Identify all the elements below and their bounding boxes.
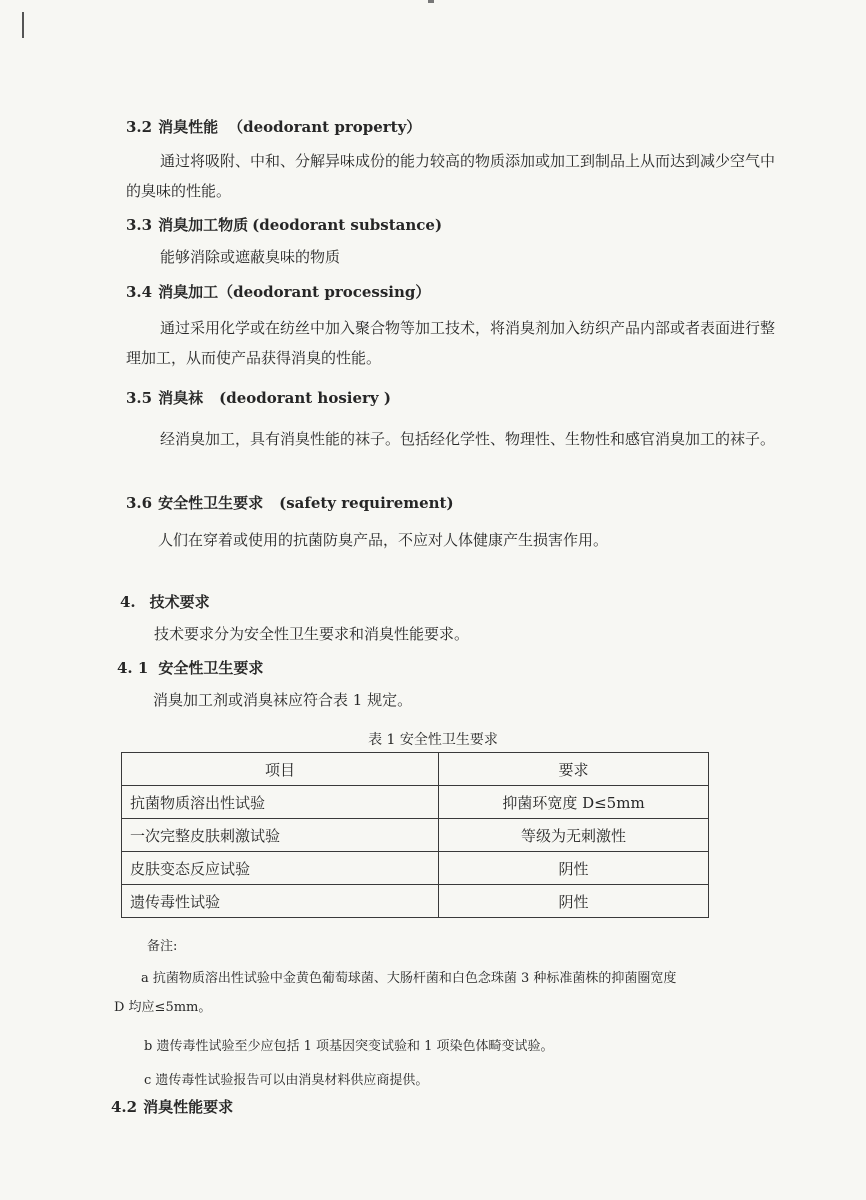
section-number: 3.4 xyxy=(126,283,153,301)
table-row xyxy=(122,786,709,819)
section-3-4-text: 通过采用化学或在纺丝中加入聚合物等加工技术，将消臭剂加入纺织产品内部或者表面进行整理加工，从而使产品获得消臭的性能。 xyxy=(126,319,776,367)
table-header-item: 项目 xyxy=(122,753,439,786)
section-title-en: （deodorant processing） xyxy=(218,283,431,301)
section-title: 安全性卫生要求 xyxy=(158,494,264,512)
section-number: 4.2 xyxy=(111,1098,138,1116)
section-number: 3.6 xyxy=(126,494,153,512)
table-header-row xyxy=(122,753,709,786)
section-3-2-heading xyxy=(126,116,421,137)
section-4-text: 技术要求分为安全性卫生要求和消臭性能要求。 xyxy=(154,625,470,643)
section-number: 4. 1 xyxy=(117,659,149,677)
section-title: 消臭加工物质 xyxy=(158,216,249,234)
section-3-5-text: 经消臭加工，具有消臭性能的袜子。包括经化学性、物理性、生物性和感官消臭加工的袜子。 xyxy=(160,430,776,448)
section-title-en: (deodorant hosiery ) xyxy=(219,389,391,407)
notes-label: 备注: xyxy=(147,939,178,954)
table-row xyxy=(122,852,709,885)
table-cell-item: 抗菌物质溶出性试验 xyxy=(122,786,439,819)
section-title-en: (deodorant substance) xyxy=(252,216,443,234)
section-title: 安全性卫生要求 xyxy=(158,659,264,677)
table-cell-item: 皮肤变态反应试验 xyxy=(122,852,439,885)
safety-requirements-table xyxy=(121,752,709,918)
section-number: 3.5 xyxy=(126,389,153,407)
table-header-requirement: 要求 xyxy=(439,753,709,786)
note-b: b 遗传毒性试验至少应包括 1 项基因突变试验和 1 项染色体畸变试验。 xyxy=(144,1039,554,1054)
section-3-5-heading xyxy=(126,387,391,408)
section-title: 消臭性能要求 xyxy=(143,1098,234,1116)
section-title: 消臭加工 xyxy=(158,283,219,301)
section-3-4-heading xyxy=(126,281,430,302)
section-3-3-text: 能够消除或遮蔽臭味的物质 xyxy=(160,248,341,266)
table-cell-item: 一次完整皮肤刺激试验 xyxy=(122,819,439,852)
table-caption: 表 1 安全性卫生要求 xyxy=(368,732,498,748)
table-cell-requirement: 阴性 xyxy=(439,885,709,918)
section-4-1-heading xyxy=(117,657,263,678)
table-cell-requirement: 等级为无刺激性 xyxy=(439,819,709,852)
section-number: 3.2 xyxy=(126,118,153,136)
section-title: 消臭袜 xyxy=(158,389,204,407)
section-4-heading xyxy=(120,591,210,612)
table-cell-item: 遗传毒性试验 xyxy=(122,885,439,918)
table-cell-requirement: 阴性 xyxy=(439,852,709,885)
section-title-en: (safety requirement) xyxy=(279,494,454,512)
section-number: 4. xyxy=(120,593,136,611)
section-4-2-heading xyxy=(111,1096,233,1117)
section-title-en: （deodorant property） xyxy=(228,118,422,136)
section-title: 消臭性能 xyxy=(158,118,219,136)
section-3-3-heading xyxy=(126,214,442,235)
section-number: 3.3 xyxy=(126,216,153,234)
section-title: 技术要求 xyxy=(149,593,210,611)
table-row xyxy=(122,885,709,918)
note-a-line-2: D 均应≤5mm。 xyxy=(114,1000,212,1015)
table-row xyxy=(122,819,709,852)
note-a-line-1: a 抗菌物质溶出性试验中金黄色葡萄球菌、大肠杆菌和白色念珠菌 3 种标准菌株的抑菌圈宽度 xyxy=(141,971,677,986)
section-3-6-text: 人们在穿着或使用的抗菌防臭产品，不应对人体健康产生损害作用。 xyxy=(158,531,609,549)
scan-mark xyxy=(428,0,434,3)
section-3-2-text: 通过将吸附、中和、分解异味成份的能力较高的物质添加或加工到制品上从而达到减少空气中的臭味的性能。 xyxy=(126,152,776,200)
note-c: c 遗传毒性试验报告可以由消臭材料供应商提供。 xyxy=(144,1073,429,1088)
section-3-6-heading xyxy=(126,492,454,513)
page-edge-mark xyxy=(22,12,24,38)
section-4-1-text: 消臭加工剂或消臭袜应符合表 1 规定。 xyxy=(153,691,413,709)
table-cell-requirement: 抑菌环宽度 D≤5mm xyxy=(439,786,709,819)
